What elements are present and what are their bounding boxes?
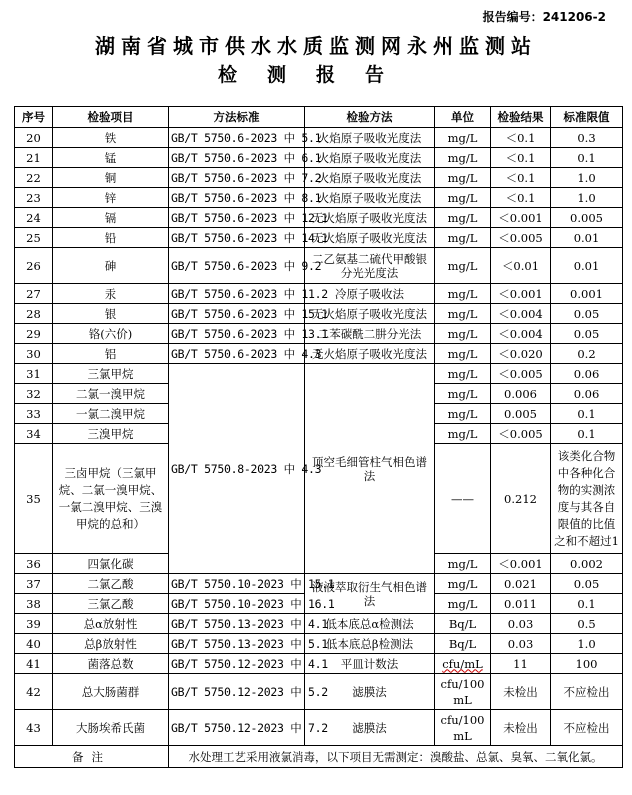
cell-item: 三卤甲烷（三氯甲烷、二氯一溴甲烷、一氯二溴甲烷、三溴甲烷的总和） (53, 444, 169, 554)
cell-seq: 43 (15, 710, 53, 746)
cell-item: 铬(六价) (53, 324, 169, 344)
cell-standard: GB/T 5750.6-2023 中 12.1 (169, 208, 305, 228)
cell-result: ＜0.004 (491, 324, 551, 344)
cell-result: 0.03 (491, 614, 551, 634)
cell-result: ＜0.1 (491, 148, 551, 168)
cell-standard: GB/T 5750.6-2023 中 7.2 (169, 168, 305, 188)
cell-unit: —— (435, 444, 491, 554)
cell-seq: 39 (15, 614, 53, 634)
cell-standard: GB/T 5750.6-2023 中 6.1 (169, 148, 305, 168)
cell-item: 总大肠菌群 (53, 674, 169, 710)
cell-unit: mg/L (435, 228, 491, 248)
cell-unit: Bq/L (435, 614, 491, 634)
cell-unit: mg/L (435, 248, 491, 284)
cell-limit: 0.5 (551, 614, 623, 634)
cell-result: ＜0.004 (491, 304, 551, 324)
cell-unit (435, 654, 491, 674)
table-row (15, 654, 623, 674)
cell-seq: 22 (15, 168, 53, 188)
header-item: 检验项目 (53, 107, 169, 128)
table-row (15, 284, 623, 304)
table-row (15, 614, 623, 634)
header-seq: 序号 (15, 107, 53, 128)
cell-standard: GB/T 5750.6-2023 中 8.1 (169, 188, 305, 208)
cell-limit: 0.2 (551, 344, 623, 364)
cell-method: 无火焰原子吸收光度法 (305, 304, 435, 324)
header-standard: 方法标准 (169, 107, 305, 128)
table-row (15, 304, 623, 324)
cell-item: 二氯一溴甲烷 (53, 384, 169, 404)
cell-method: 滤膜法 (305, 710, 435, 746)
cell-standard: GB/T 5750.12-2023 中 7.2 (169, 710, 305, 746)
cell-seq: 34 (15, 424, 53, 444)
table-row (15, 188, 623, 208)
cell-unit: mg/L (435, 128, 491, 148)
cell-result: ＜0.1 (491, 168, 551, 188)
cell-limit: 0.06 (551, 384, 623, 404)
cell-result: 0.212 (491, 444, 551, 554)
cell-unit: mg/L (435, 574, 491, 594)
cell-standard: GB/T 5750.6-2023 中 15.1 (169, 304, 305, 324)
cell-standard: GB/T 5750.10-2023 中 15.1 (169, 574, 305, 594)
cell-standard-merged: GB/T 5750.8-2023 中 4.3 (169, 364, 305, 574)
cell-unit: mg/L (435, 148, 491, 168)
cell-method: 低本底总β检测法 (305, 634, 435, 654)
cell-standard: GB/T 5750.6-2023 中 13.1 (169, 324, 305, 344)
cell-seq: 42 (15, 674, 53, 710)
test-results-table (14, 106, 623, 768)
cell-seq: 32 (15, 384, 53, 404)
cell-item: 二氯乙酸 (53, 574, 169, 594)
cell-unit: mg/L (435, 208, 491, 228)
header-method: 检验方法 (305, 107, 435, 128)
table-header-row (15, 107, 623, 128)
cell-unit: mg/L (435, 344, 491, 364)
cell-standard: GB/T 5750.13-2023 中 4.1 (169, 614, 305, 634)
cell-seq: 30 (15, 344, 53, 364)
cell-method: 二苯碳酰二肼分光法 (305, 324, 435, 344)
cell-item: 三氯甲烷 (53, 364, 169, 384)
cell-unit: Bq/L (435, 634, 491, 654)
cell-unit: cfu/100mL (435, 710, 491, 746)
cell-item: 锰 (53, 148, 169, 168)
cell-standard: GB/T 5750.10-2023 中 16.1 (169, 594, 305, 614)
report-number: 报告编号：241206-2 (482, 10, 606, 24)
cell-result: 未检出 (491, 674, 551, 710)
cell-unit: mg/L (435, 188, 491, 208)
cell-unit: mg/L (435, 554, 491, 574)
cell-result: 0.021 (491, 574, 551, 594)
cell-limit: 0.1 (551, 594, 623, 614)
cell-unit: mg/L (435, 384, 491, 404)
cell-item: 锌 (53, 188, 169, 208)
cell-limit: 0.05 (551, 304, 623, 324)
cell-unit: mg/L (435, 304, 491, 324)
cell-method: 火焰原子吸收光度法 (305, 188, 435, 208)
cell-seq: 26 (15, 248, 53, 284)
table-row (15, 634, 623, 654)
cell-limit: 该类化合物中各种化合物的实测浓度与其各自限值的比值之和不超过1 (551, 444, 623, 554)
cell-seq: 27 (15, 284, 53, 304)
cell-method: 滤膜法 (305, 674, 435, 710)
cell-result: ＜0.1 (491, 188, 551, 208)
cell-result: ＜0.1 (491, 128, 551, 148)
cell-method: 平皿计数法 (305, 654, 435, 674)
cell-seq: 40 (15, 634, 53, 654)
cell-method-merged: 液液萃取衍生气相色谱法 (305, 574, 435, 614)
cell-method: 火焰原子吸收光度法 (305, 168, 435, 188)
note-label: 备注 (15, 746, 169, 768)
cell-standard: GB/T 5750.6-2023 中 9.2 (169, 248, 305, 284)
table-row (15, 710, 623, 746)
cell-item: 铅 (53, 228, 169, 248)
cell-limit: 0.01 (551, 248, 623, 284)
report-subtitle: 检测报告 (217, 64, 414, 86)
cell-result: 0.03 (491, 634, 551, 654)
table-row (15, 344, 623, 364)
cell-limit: 0.06 (551, 364, 623, 384)
note-row (15, 746, 623, 768)
cell-unit: mg/L (435, 424, 491, 444)
cell-limit: 100 (551, 654, 623, 674)
cell-result: ＜0.005 (491, 424, 551, 444)
table-row (15, 228, 623, 248)
cell-result: 0.006 (491, 384, 551, 404)
cell-standard: GB/T 5750.6-2023 中 5.1 (169, 128, 305, 148)
cell-seq: 36 (15, 554, 53, 574)
cell-unit: mg/L (435, 324, 491, 344)
cell-standard: GB/T 5750.6-2023 中 14.1 (169, 228, 305, 248)
cell-result: ＜0.001 (491, 208, 551, 228)
cell-item: 铝 (53, 344, 169, 364)
table-row (15, 208, 623, 228)
cell-result: ＜0.005 (491, 228, 551, 248)
cell-method: 无火焰原子吸收光度法 (305, 208, 435, 228)
cell-seq: 41 (15, 654, 53, 674)
cell-unit: mg/L (435, 404, 491, 424)
cell-seq: 23 (15, 188, 53, 208)
cell-standard: GB/T 5750.12-2023 中 4.1 (169, 654, 305, 674)
table-row (15, 324, 623, 344)
cell-unit: cfu/100mL (435, 674, 491, 710)
table-row (15, 148, 623, 168)
cell-item: 三氯乙酸 (53, 594, 169, 614)
report-title: 湖南省城市供水水质监测网永州监测站 (95, 34, 537, 58)
cell-limit: 0.005 (551, 208, 623, 228)
cell-limit: 0.002 (551, 554, 623, 574)
cell-item: 铜 (53, 168, 169, 188)
cell-method: 火焰原子吸收光度法 (305, 128, 435, 148)
cell-item: 砷 (53, 248, 169, 284)
cell-method: 冷原子吸收法 (305, 284, 435, 304)
cell-item: 大肠埃希氏菌 (53, 710, 169, 746)
cell-seq: 25 (15, 228, 53, 248)
cell-result: 未检出 (491, 710, 551, 746)
cell-limit: 0.05 (551, 574, 623, 594)
table-row (15, 128, 623, 148)
cell-result: 0.005 (491, 404, 551, 424)
cell-result: ＜0.005 (491, 364, 551, 384)
cell-seq: 31 (15, 364, 53, 384)
cell-standard: GB/T 5750.12-2023 中 5.2 (169, 674, 305, 710)
cell-item: 汞 (53, 284, 169, 304)
cell-unit: mg/L (435, 364, 491, 384)
cell-item: 四氯化碳 (53, 554, 169, 574)
header-limit: 标准限值 (551, 107, 623, 128)
cell-method-merged: 顶空毛细管柱气相色谱法 (305, 364, 435, 574)
cell-item: 一氯二溴甲烷 (53, 404, 169, 424)
cell-item: 镉 (53, 208, 169, 228)
cell-seq: 28 (15, 304, 53, 324)
cell-result: 0.011 (491, 594, 551, 614)
cell-item: 三溴甲烷 (53, 424, 169, 444)
cell-item: 菌落总数 (53, 654, 169, 674)
cell-limit: 不应检出 (551, 710, 623, 746)
cell-method: 二乙氨基二硫代甲酸银分光光度法 (305, 248, 435, 284)
cell-limit: 不应检出 (551, 674, 623, 710)
cell-method: 无火焰原子吸收光度法 (305, 344, 435, 364)
header-result: 检验结果 (491, 107, 551, 128)
cell-result: 11 (491, 654, 551, 674)
cell-limit: 1.0 (551, 168, 623, 188)
cell-result: ＜0.020 (491, 344, 551, 364)
cell-seq: 20 (15, 128, 53, 148)
cell-method: 低本底总α检测法 (305, 614, 435, 634)
cell-limit: 0.1 (551, 404, 623, 424)
table-row (15, 574, 623, 594)
table-row (15, 364, 623, 384)
cell-unit: mg/L (435, 284, 491, 304)
cell-item: 银 (53, 304, 169, 324)
cell-item: 总α放射性 (53, 614, 169, 634)
cell-seq: 21 (15, 148, 53, 168)
cell-method: 无火焰原子吸收光度法 (305, 228, 435, 248)
cell-standard: GB/T 5750.6-2023 中 11.2 (169, 284, 305, 304)
cell-seq: 29 (15, 324, 53, 344)
cell-result: ＜0.01 (491, 248, 551, 284)
cell-result: ＜0.001 (491, 554, 551, 574)
cell-result: ＜0.001 (491, 284, 551, 304)
table-row (15, 248, 623, 284)
cell-item: 总β放射性 (53, 634, 169, 654)
cell-limit: 0.1 (551, 424, 623, 444)
cell-limit: 1.0 (551, 634, 623, 654)
cell-limit: 1.0 (551, 188, 623, 208)
table-row (15, 674, 623, 710)
cell-method: 火焰原子吸收光度法 (305, 148, 435, 168)
cell-standard: GB/T 5750.13-2023 中 5.1 (169, 634, 305, 654)
cell-unit: mg/L (435, 168, 491, 188)
cell-standard: GB/T 5750.6-2023 中 4.3 (169, 344, 305, 364)
cell-unit: mg/L (435, 594, 491, 614)
cell-seq: 35 (15, 444, 53, 554)
unit-text: cfu/mL (442, 656, 483, 671)
cell-seq: 33 (15, 404, 53, 424)
cell-seq: 24 (15, 208, 53, 228)
cell-seq: 38 (15, 594, 53, 614)
table-row (15, 168, 623, 188)
note-text: 水处理工艺采用液氯消毒，以下项目无需测定：溴酸盐、总氯、臭氧、二氧化氯。 (169, 746, 623, 768)
cell-limit: 0.1 (551, 148, 623, 168)
cell-limit: 0.05 (551, 324, 623, 344)
cell-seq: 37 (15, 574, 53, 594)
header-unit: 单位 (435, 107, 491, 128)
cell-limit: 0.01 (551, 228, 623, 248)
cell-limit: 0.3 (551, 128, 623, 148)
cell-item: 铁 (53, 128, 169, 148)
cell-limit: 0.001 (551, 284, 623, 304)
